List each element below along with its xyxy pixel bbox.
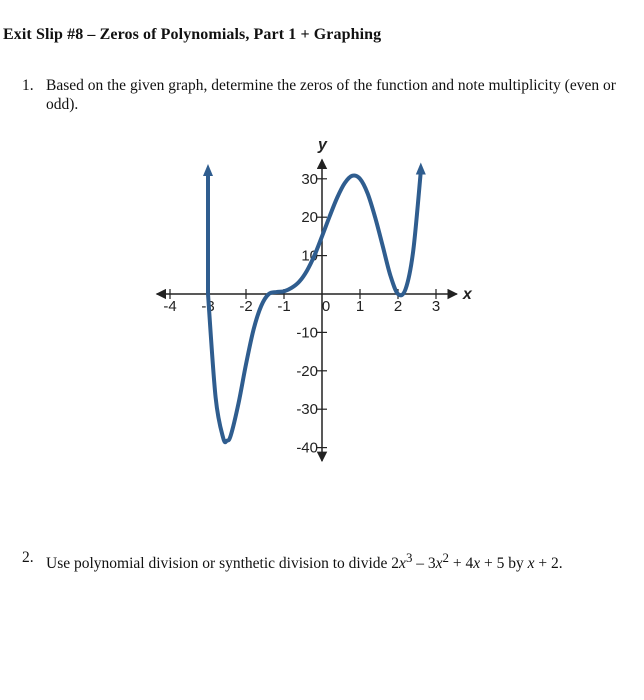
y-axis-label: y [318, 136, 327, 154]
x-tick-label: -2 [239, 298, 253, 315]
dividend-exp-1: 3 [405, 550, 413, 565]
dividend-op-2: + 4 [448, 555, 474, 573]
curve-end-arrow [203, 164, 213, 176]
polynomial-graph [150, 135, 495, 470]
y-tick-label: -40 [296, 439, 318, 457]
page-title: Exit Slip #8 – Zeros of Polynomials, Part 1 + Graphing [3, 26, 382, 43]
y-tick-label: -20 [296, 362, 318, 380]
question-1-text: Based on the given graph, determine the zeros of the function and note multiplicity (even or odd). [46, 77, 616, 113]
question-2-text [46, 548, 563, 573]
x-tick-label: 3 [431, 298, 441, 315]
divisor-var: x [527, 555, 535, 573]
y-tick-label: 30 [301, 170, 318, 188]
dividend-var-3: x [473, 555, 481, 573]
x-axis-label: x [462, 286, 472, 303]
dividend-exp-2: 2 [442, 550, 449, 565]
x-tick-label: -3 [201, 298, 215, 315]
y-tick-label: -10 [296, 324, 318, 342]
dividend-term-1-coef: 2 [391, 555, 400, 573]
y-tick-label: 20 [301, 209, 318, 227]
y-tick-label: -30 [296, 401, 318, 419]
dividend-var-2: x [435, 555, 443, 573]
question-2-number: 2. [22, 549, 34, 566]
question-2-text-before: Use polynomial division or synthetic division to divide [46, 555, 392, 573]
x-tick-label: -1 [277, 298, 291, 315]
x-tick-label: 2 [393, 298, 403, 315]
dividend-op-1: – 3 [412, 555, 436, 573]
y-tick-label: 10 [301, 247, 318, 265]
divisor-tail: + 2. [534, 555, 563, 573]
curve-end-arrow [416, 163, 426, 175]
dividend-var-1: x [399, 555, 406, 573]
x-tick-label: 1 [355, 298, 365, 315]
dividend-op-3: + 5 by [480, 555, 528, 573]
x-tick-label: 0 [321, 298, 331, 315]
question-1-number: 1. [22, 77, 34, 94]
x-tick-label: -4 [163, 298, 177, 315]
